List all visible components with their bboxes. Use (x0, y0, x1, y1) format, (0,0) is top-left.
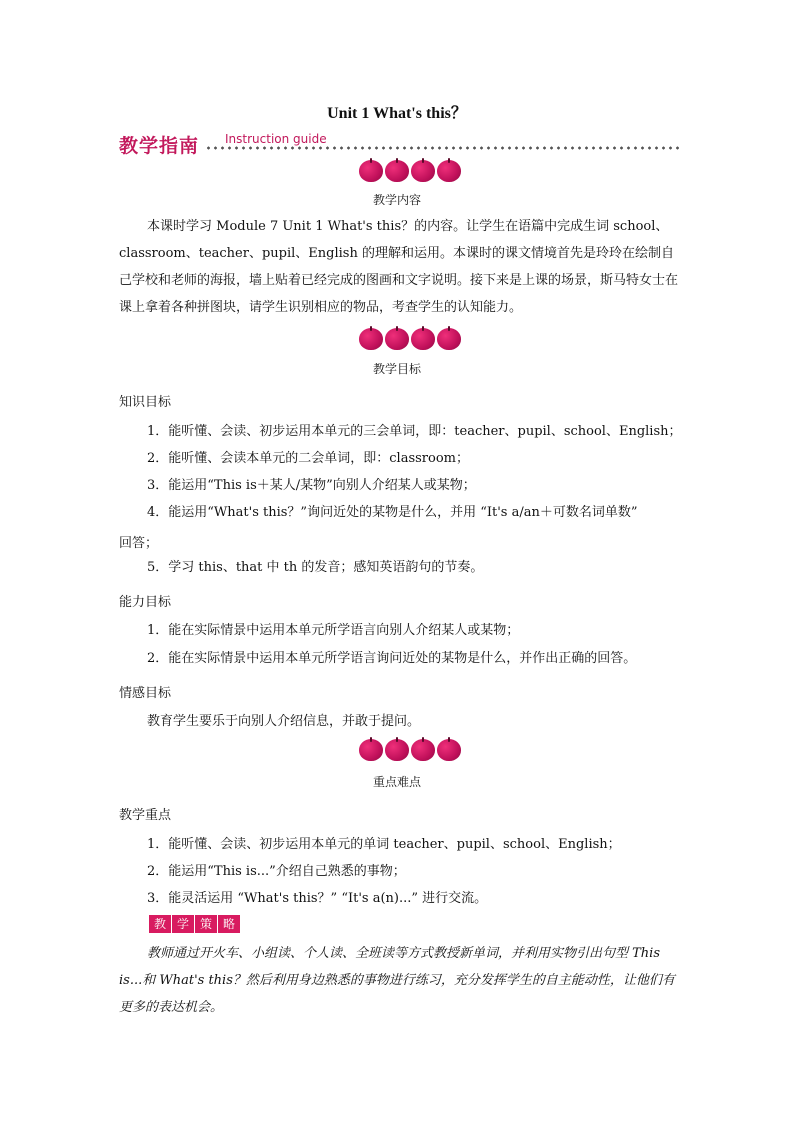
strategy-char: 策 (195, 915, 217, 933)
list-item: 2．能运用“This is...”介绍自己熟悉的事物； (147, 864, 406, 879)
list-item: 2．能听懂、会读本单元的二会单词，即：classroom； (147, 451, 469, 466)
focus-label: 教学重点 (119, 808, 172, 823)
apple-icon (385, 737, 409, 761)
strategy-char: 学 (172, 915, 194, 933)
list-item: 1．能听懂、会读、初步运用本单元的三会单词，即：teacher、pupil、school、English； (147, 424, 682, 439)
list-item: 教育学生要乐于向别人介绍信息，并敢于提问。 (147, 714, 421, 729)
list-item: 1．能在实际情景中运用本单元所学语言向别人介绍某人或某物； (147, 623, 520, 638)
guide-title-cn: 教学指南 (119, 135, 200, 157)
apple-icon (437, 158, 461, 182)
knowledge-goal-label: 知识目标 (119, 395, 172, 410)
strategy-badge (149, 915, 241, 933)
list-item: 2．能在实际情景中运用本单元所学语言询问近处的某物是什么，并作出正确的回答。 (147, 651, 637, 666)
apple-icon (411, 158, 435, 182)
strategy-paragraph: 教师通过开火车、小组读、个人读、全班读等方式教授新单词，并利用实物引出句型 This is...和 What's this？然后利用身边熟悉的事物进行练习，充分发挥学生的自主能动性，让他们有更多的表达机会。 (119, 946, 675, 1015)
strategy-char: 略 (218, 915, 240, 933)
apple-icon (385, 326, 409, 350)
apple-divider (359, 737, 463, 763)
instruction-guide-header (119, 128, 682, 158)
section-heading-content: 教学内容 (372, 193, 421, 207)
apple-icon (437, 326, 461, 350)
apple-icon (359, 737, 383, 761)
ability-goal-label: 能力目标 (119, 595, 172, 610)
emotion-goal-label: 情感目标 (119, 686, 172, 701)
apple-divider (359, 158, 463, 184)
content-paragraph: 本课时学习 Module 7 Unit 1 What's this？的内容。让学生在语篇中完成生词 school、classroom、teacher、pupil、English 的理解和运用。本课时的课文情境首先是玲玲在绘制自己学校和老师的海报，墙上贴着已经完成的图画和文字说明。接下来是上课的场景，斯马特女士在课上拿着各种拼图块，请学生识别相应的物品，考查学生的认知能力。 (119, 219, 679, 315)
guide-title-en: Instruction guide (225, 132, 327, 146)
apple-icon (411, 326, 435, 350)
strategy-char: 教 (149, 915, 171, 933)
apple-divider (359, 326, 463, 352)
apple-icon (359, 158, 383, 182)
list-item: 1．能听懂、会读、初步运用本单元的单词 teacher、pupil、school、English； (147, 837, 621, 852)
list-item: 4．能运用“What's this？”询问近处的某物是什么，并用 “It's a/an＋可数名词单数” (147, 505, 638, 520)
list-item: 3．能运用“This is＋某人/某物”向别人介绍某人或某物； (147, 478, 476, 493)
dotted-divider (205, 146, 682, 150)
page-title: Unit 1 What's this？ (327, 105, 467, 122)
list-item-continuation: 回答； (119, 536, 159, 551)
section-heading-key-points: 重点难点 (372, 775, 421, 789)
list-item: 5．学习 this、that 中 th 的发音；感知英语韵句的节奏。 (147, 560, 484, 575)
apple-icon (437, 737, 461, 761)
apple-icon (411, 737, 435, 761)
apple-icon (359, 326, 383, 350)
section-heading-goals: 教学目标 (372, 362, 421, 376)
list-item: 3．能灵活运用 “What's this？” “It's a(n)...” 进行交流。 (147, 891, 488, 906)
apple-icon (385, 158, 409, 182)
